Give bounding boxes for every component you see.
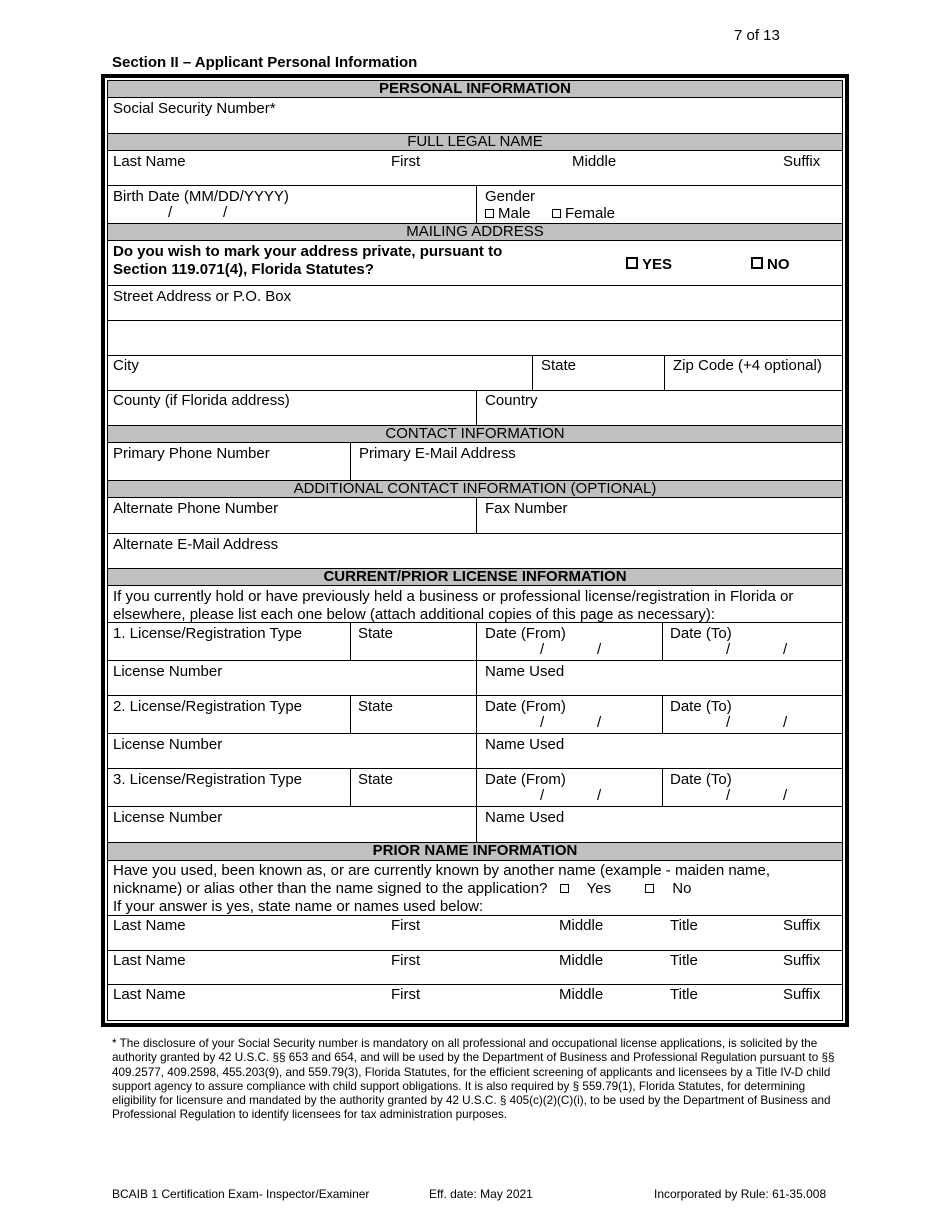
date-slash: / xyxy=(540,714,545,731)
name-used-field[interactable] xyxy=(476,661,842,695)
prior-suffix-label: Suffix xyxy=(783,917,821,934)
date-slash: / xyxy=(540,641,545,658)
license-instructions-text: If you currently hold or have previously held a business or professional license/registration in Florida or elsewhere, please list each one below (attach additional copies of this page as necessary): xyxy=(113,588,794,623)
footer-effective-date: Eff. date: May 2021 xyxy=(429,1187,533,1201)
birth-date-field[interactable] xyxy=(108,186,476,223)
gender-female-option[interactable]: Female xyxy=(552,205,615,223)
ssn-label: Social Security Number* xyxy=(113,100,276,117)
alternate-phone-label: Alternate Phone Number xyxy=(113,500,279,517)
license-state-field[interactable] xyxy=(350,769,476,806)
primary-email-field[interactable] xyxy=(350,443,842,480)
address-private-question: Do you wish to mark your address private, pursuant to xyxy=(113,243,503,260)
mailing-address-header: MAILING ADDRESS xyxy=(108,224,842,241)
address-private-row xyxy=(108,241,842,286)
name-used-label: Name Used xyxy=(485,663,565,680)
country-field[interactable] xyxy=(476,391,842,425)
zip-field[interactable] xyxy=(664,356,842,390)
license-number-label: License Number xyxy=(113,663,223,680)
prior-last-name-label: Last Name xyxy=(113,986,186,1003)
license-state-field[interactable] xyxy=(350,696,476,733)
address-private-yes-option[interactable]: YES xyxy=(626,256,672,274)
contact-row xyxy=(108,443,842,481)
gender-field xyxy=(476,186,842,223)
footer-exam-name: BCAIB 1 Certification Exam- Inspector/Examiner xyxy=(112,1187,370,1201)
license-state-label: State xyxy=(358,771,394,788)
ssn-disclosure-footnote: * The disclosure of your Social Security number is mandatory on all professional and occupational license applications, is solicited by the authority granted by 42 U.S.C. §§ 653 and 654, and will be used by the Department of Business and Professional Regulation pursuant to §§ 409.2577, 409.2598, 455.203(9), and 559.79(3), Florida Statutes, for the efficient screening of applicants and licensees by a Title IV-D child support agency to assure compliance with child support obligations. It is also required by § 559.79(1), Florida Statutes, for determining eligibility for licensure and mandated by the authority granted by 42 U.S.C. § 405(c)(2)(C)(i), to be used by the Department of Business and Professional Regulation to identify licensees for tax administration purposes. xyxy=(112,1037,835,1122)
checkbox-icon xyxy=(626,257,638,269)
prior-suffix-label: Suffix xyxy=(783,986,821,1003)
checkbox-icon xyxy=(751,257,763,269)
date-slash: / xyxy=(726,787,731,804)
license-number-row-2 xyxy=(108,734,842,769)
primary-email-label: Primary E-Mail Address xyxy=(359,445,516,462)
prior-suffix-label: Suffix xyxy=(783,952,821,969)
prior-last-name-label: Last Name xyxy=(113,917,186,934)
date-slash: / xyxy=(783,714,788,731)
date-slash: / xyxy=(783,641,788,658)
prior-middle-name-label: Middle xyxy=(559,952,604,969)
ssn-row xyxy=(108,98,842,134)
prior-middle-name-label: Middle xyxy=(559,917,604,934)
section-title: Section II – Applicant Personal Information xyxy=(112,54,418,71)
suffix-label: Suffix xyxy=(783,153,821,170)
date-slash: / xyxy=(726,714,731,731)
prior-name-question-text: Have you used, been known as, or are currently known by another name (example - maiden name, nickname) or alias other than the name signed to the application? Yes No If your answer is yes, state name or names used below: xyxy=(113,862,771,915)
street-address-line-2[interactable] xyxy=(108,321,842,356)
name-used-field[interactable] xyxy=(476,807,842,842)
date-to-label: Date (To) xyxy=(670,698,732,715)
license-number-row-1 xyxy=(108,661,842,696)
address-private-question: Section 119.071(4), Florida Statutes? xyxy=(113,261,374,278)
license-information-header: CURRENT/PRIOR LICENSE INFORMATION xyxy=(108,569,842,586)
applicant-form xyxy=(107,80,843,1021)
city-label: City xyxy=(113,357,139,374)
prior-name-header: PRIOR NAME INFORMATION xyxy=(108,843,842,861)
birth-date-label: Birth Date (MM/DD/YYYY) xyxy=(113,188,289,205)
birth-date-slash: / xyxy=(223,204,228,221)
date-from-label: Date (From) xyxy=(485,698,566,715)
prior-title-label: Title xyxy=(670,952,698,969)
prior-last-name-label: Last Name xyxy=(113,952,186,969)
prior-middle-name-label: Middle xyxy=(559,986,604,1003)
date-slash: / xyxy=(726,641,731,658)
county-field[interactable] xyxy=(108,391,476,425)
fax-label: Fax Number xyxy=(485,500,568,517)
birth-gender-row xyxy=(108,186,842,224)
license-instructions xyxy=(108,586,842,623)
personal-information-header: PERSONAL INFORMATION xyxy=(108,81,842,98)
state-label: State xyxy=(541,357,577,374)
date-slash: / xyxy=(783,787,788,804)
date-to-field[interactable] xyxy=(662,696,842,733)
license-state-label: State xyxy=(358,625,394,642)
date-slash: / xyxy=(597,641,602,658)
street-address-field[interactable] xyxy=(108,286,842,321)
county-country-row xyxy=(108,391,842,426)
fax-field[interactable] xyxy=(476,498,842,533)
license-entry-2 xyxy=(108,696,842,734)
middle-name-label: Middle xyxy=(572,153,617,170)
alt-phone-fax-row xyxy=(108,498,842,534)
date-from-field[interactable] xyxy=(476,769,662,806)
date-from-field[interactable] xyxy=(476,696,662,733)
license-number-field[interactable] xyxy=(108,734,476,768)
city-field[interactable] xyxy=(108,356,532,390)
contact-information-header: CONTACT INFORMATION xyxy=(108,426,842,443)
date-slash: / xyxy=(597,714,602,731)
prior-first-name-label: First xyxy=(391,986,421,1003)
prior-name-row-1[interactable] xyxy=(108,916,842,951)
birth-date-slash: / xyxy=(168,204,173,221)
date-to-label: Date (To) xyxy=(670,771,732,788)
license-number-row-3 xyxy=(108,807,842,843)
alternate-email-field[interactable] xyxy=(108,534,842,569)
license-number-field[interactable] xyxy=(108,807,476,842)
checkbox-icon xyxy=(485,209,494,218)
prior-title-label: Title xyxy=(670,917,698,934)
country-label: Country xyxy=(485,392,538,409)
license-state-label: State xyxy=(358,698,394,715)
license-number-field[interactable] xyxy=(108,661,476,695)
prior-name-row-3[interactable] xyxy=(108,985,842,1020)
date-to-label: Date (To) xyxy=(670,625,732,642)
prior-title-label: Title xyxy=(670,986,698,1003)
license-type-field[interactable] xyxy=(108,696,350,733)
first-name-label: First xyxy=(391,153,421,170)
license-number-label: License Number xyxy=(113,809,223,826)
checkbox-icon xyxy=(645,884,654,893)
primary-phone-label: Primary Phone Number xyxy=(113,445,270,462)
prior-name-no-option[interactable]: No xyxy=(645,880,691,897)
primary-phone-field[interactable] xyxy=(108,443,350,480)
license-entry-3 xyxy=(108,769,842,807)
license-number-label: License Number xyxy=(113,736,223,753)
license-type-field[interactable] xyxy=(108,623,350,660)
zip-label: Zip Code (+4 optional) xyxy=(673,357,822,374)
last-name-label: Last Name xyxy=(113,153,186,170)
alternate-phone-field[interactable] xyxy=(108,498,476,533)
date-slash: / xyxy=(540,787,545,804)
license-state-field[interactable] xyxy=(350,623,476,660)
city-state-zip-row xyxy=(108,356,842,391)
street-address-label: Street Address or P.O. Box xyxy=(113,288,292,305)
prior-first-name-label: First xyxy=(391,952,421,969)
checkbox-icon xyxy=(552,209,561,218)
legal-name-header: FULL LEGAL NAME xyxy=(108,134,842,151)
footer-rule: Incorporated by Rule: 61-35.008 xyxy=(654,1187,827,1201)
license-type-label: 3. License/Registration Type xyxy=(113,771,303,788)
address-private-no-option[interactable]: NO xyxy=(751,256,790,274)
prior-name-question xyxy=(108,861,842,916)
name-used-field[interactable] xyxy=(476,734,842,768)
page-number: 7 of 13 xyxy=(734,27,780,44)
license-entry-1 xyxy=(108,623,842,661)
prior-first-name-label: First xyxy=(391,917,421,934)
date-to-field[interactable] xyxy=(662,769,842,806)
legal-name-row xyxy=(108,151,842,186)
gender-label: Gender xyxy=(485,188,536,205)
date-from-label: Date (From) xyxy=(485,771,566,788)
prior-name-yes-option[interactable]: Yes xyxy=(560,880,611,897)
name-used-label: Name Used xyxy=(485,809,565,826)
license-type-label: 1. License/Registration Type xyxy=(113,625,303,642)
county-label: County (if Florida address) xyxy=(113,392,290,409)
date-from-label: Date (From) xyxy=(485,625,566,642)
state-field[interactable] xyxy=(532,356,664,390)
additional-contact-header: ADDITIONAL CONTACT INFORMATION (OPTIONAL) xyxy=(108,481,842,498)
license-type-field[interactable] xyxy=(108,769,350,806)
license-type-label: 2. License/Registration Type xyxy=(113,698,303,715)
name-used-label: Name Used xyxy=(485,736,565,753)
prior-name-row-2[interactable] xyxy=(108,951,842,985)
date-to-field[interactable] xyxy=(662,623,842,660)
gender-male-option[interactable]: Male xyxy=(485,205,531,223)
alternate-email-label: Alternate E-Mail Address xyxy=(113,536,279,553)
date-from-field[interactable] xyxy=(476,623,662,660)
legal-name-field[interactable] xyxy=(108,151,842,185)
checkbox-icon xyxy=(560,884,569,893)
ssn-field[interactable] xyxy=(108,98,842,133)
date-slash: / xyxy=(597,787,602,804)
